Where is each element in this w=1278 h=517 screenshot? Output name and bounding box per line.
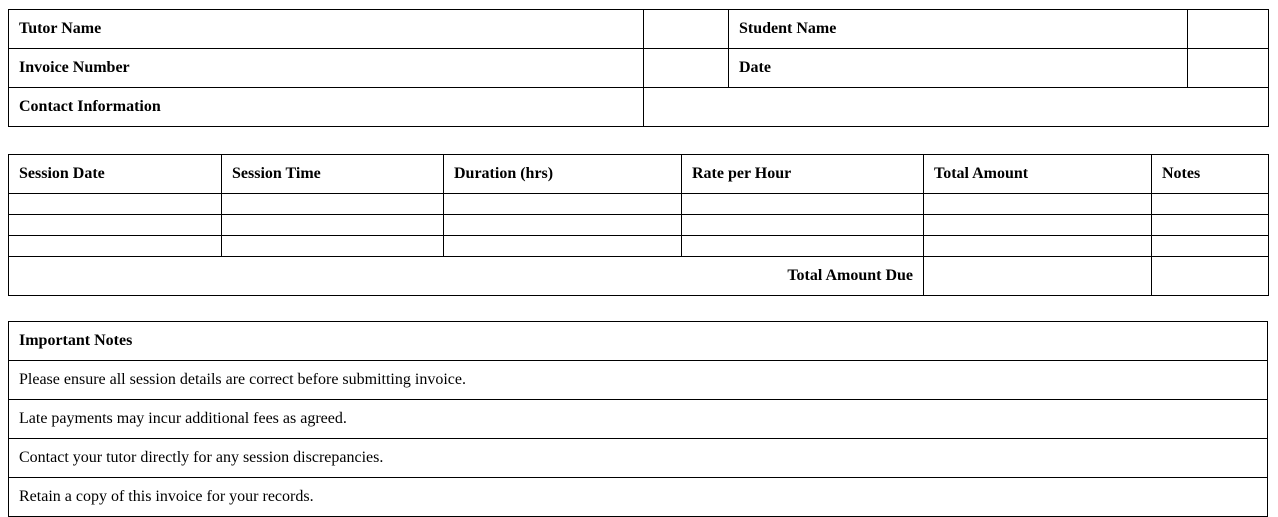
note-row (9, 439, 1268, 478)
student-name-label: Student Name (729, 10, 1188, 49)
note-text: Retain a copy of this invoice for your records. (9, 478, 1268, 517)
header-row-contact (9, 88, 1269, 127)
total-amount-cell (924, 194, 1152, 215)
duration-header: Duration (hrs) (444, 155, 682, 194)
invoice-page (8, 9, 1268, 517)
sessions-header-row (9, 155, 1269, 194)
header-row-names (9, 10, 1269, 49)
notes-cell (1152, 194, 1269, 215)
rate-per-hour-cell (682, 215, 924, 236)
session-time-cell (222, 194, 444, 215)
duration-cell (444, 236, 682, 257)
session-time-header: Session Time (222, 155, 444, 194)
total-amount-header: Total Amount (924, 155, 1152, 194)
rate-per-hour-cell (682, 236, 924, 257)
tutor-name-label: Tutor Name (9, 10, 644, 49)
session-date-cell (9, 215, 222, 236)
sessions-table (8, 154, 1269, 296)
rate-per-hour-header: Rate per Hour (682, 155, 924, 194)
important-notes-title: Important Notes (9, 322, 1268, 361)
rate-per-hour-cell (682, 194, 924, 215)
date-value-cell (1188, 49, 1269, 88)
total-amount-due-value-cell (924, 257, 1152, 296)
notes-cell (1152, 236, 1269, 257)
duration-cell (444, 215, 682, 236)
note-row (9, 400, 1268, 439)
note-text: Late payments may incur additional fees as agreed. (9, 400, 1268, 439)
notes-cell (1152, 215, 1269, 236)
notes-header: Notes (1152, 155, 1269, 194)
session-time-cell (222, 236, 444, 257)
header-row-invoice-date (9, 49, 1269, 88)
contact-information-value-cell (644, 88, 1269, 127)
session-date-cell (9, 194, 222, 215)
invoice-header-table (8, 9, 1269, 127)
invoice-number-value-cell (644, 49, 729, 88)
note-text: Please ensure all session details are correct before submitting invoice. (9, 361, 1268, 400)
student-name-value-cell (1188, 10, 1269, 49)
note-row (9, 478, 1268, 517)
note-row (9, 361, 1268, 400)
total-amount-cell (924, 236, 1152, 257)
tutor-name-value-cell (644, 10, 729, 49)
session-time-cell (222, 215, 444, 236)
total-amount-due-label: Total Amount Due (9, 257, 924, 296)
date-label: Date (729, 49, 1188, 88)
contact-information-label: Contact Information (9, 88, 644, 127)
total-amount-cell (924, 215, 1152, 236)
important-notes-header-row (9, 322, 1268, 361)
important-notes-table (8, 321, 1268, 517)
session-row (9, 236, 1269, 257)
total-row (9, 257, 1269, 296)
session-row (9, 194, 1269, 215)
session-row (9, 215, 1269, 236)
total-row-notes-cell (1152, 257, 1269, 296)
session-date-cell (9, 236, 222, 257)
duration-cell (444, 194, 682, 215)
invoice-number-label: Invoice Number (9, 49, 644, 88)
note-text: Contact your tutor directly for any session discrepancies. (9, 439, 1268, 478)
session-date-header: Session Date (9, 155, 222, 194)
